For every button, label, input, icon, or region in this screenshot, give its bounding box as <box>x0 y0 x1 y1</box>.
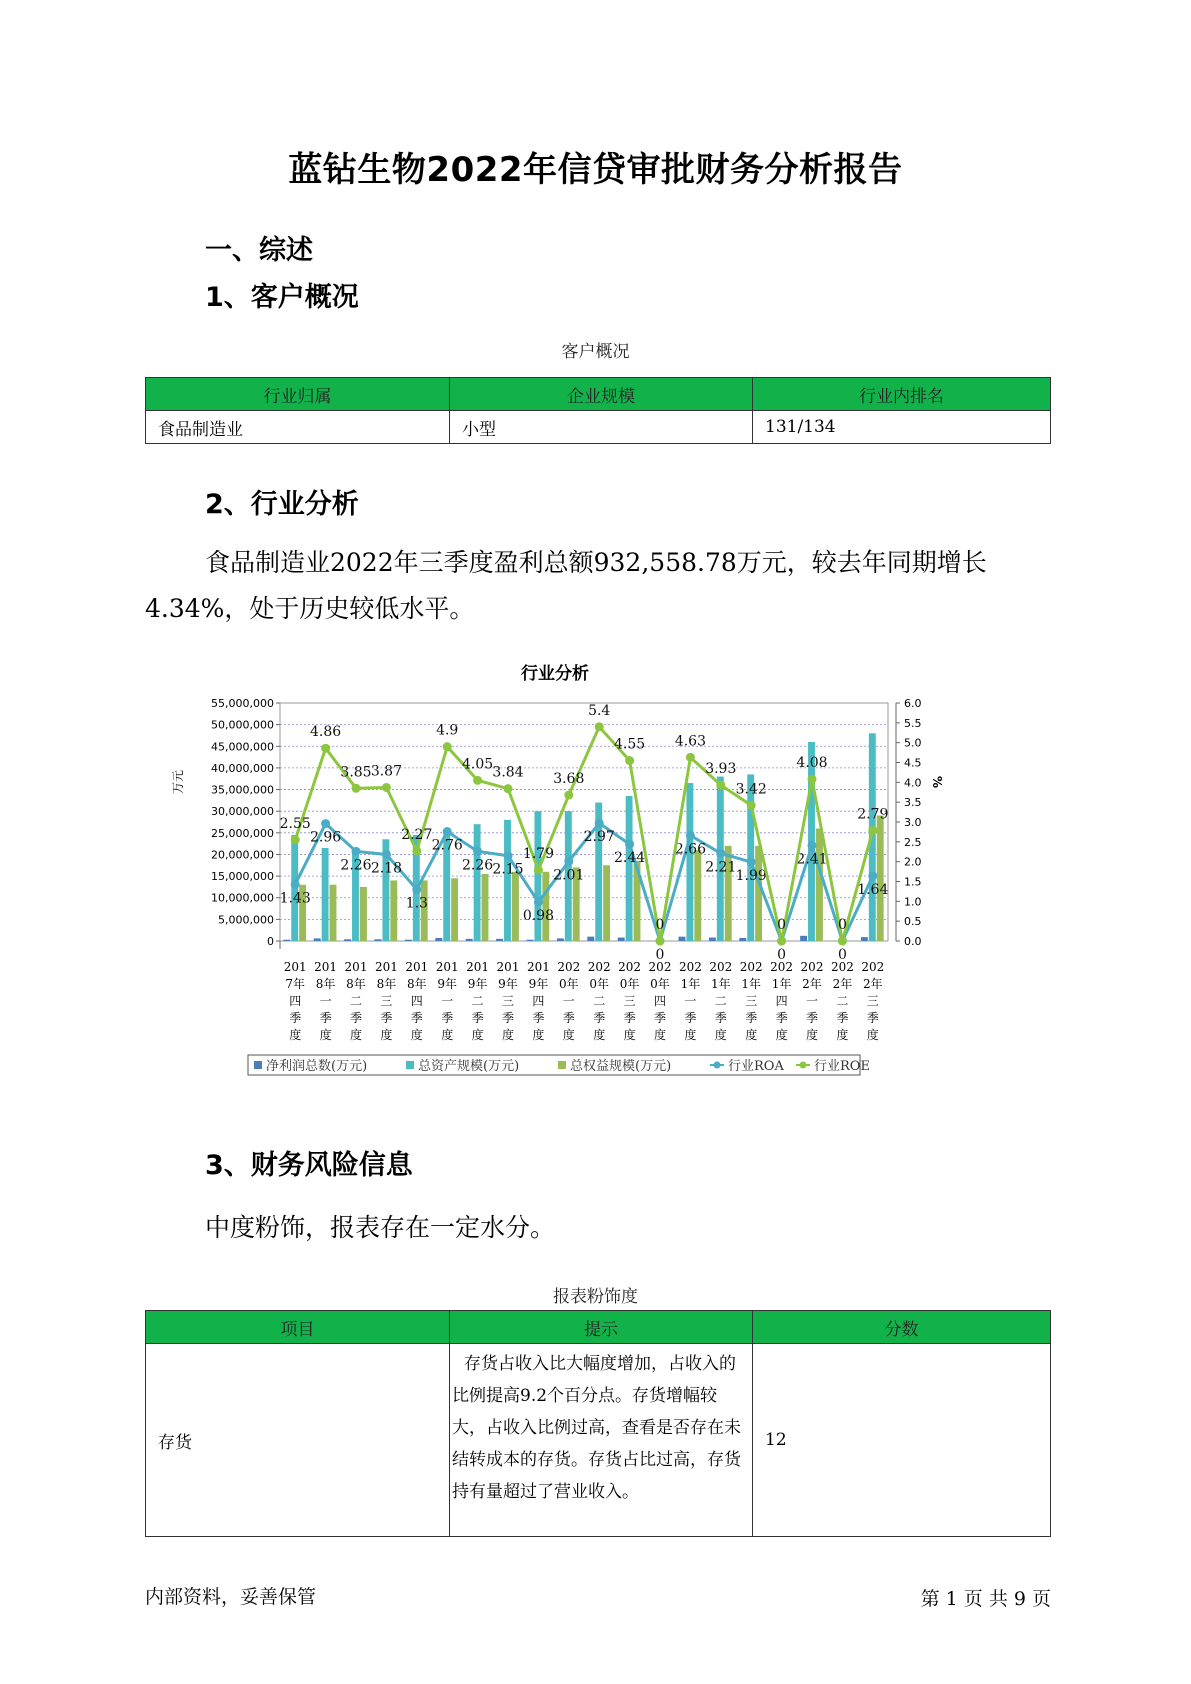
x-tick-label: 二 <box>593 994 606 1008</box>
data-label-roa: 2.96 <box>310 829 342 846</box>
table-header-row <box>146 378 1051 411</box>
data-label-roa: 2.15 <box>492 861 524 878</box>
bar-net-profit <box>283 940 290 941</box>
x-tick-label: 季 <box>775 1011 788 1025</box>
bar-total-equity <box>603 865 610 941</box>
x-tick-label: 9年 <box>498 977 518 991</box>
x-tick-label: 度 <box>441 1028 454 1042</box>
bar-total-assets <box>322 848 329 941</box>
point-roa <box>716 849 725 858</box>
point-roa <box>747 858 756 867</box>
report-title: 蓝钻生物2022年信贷审批财务分析报告 <box>288 150 903 190</box>
legend-swatch-marker <box>800 1062 807 1069</box>
header-hint: 提示 <box>450 1311 753 1344</box>
y-tick-label: 45,000,000 <box>211 740 274 754</box>
point-roe <box>443 742 452 751</box>
x-tick-label: 9年 <box>528 977 549 991</box>
data-label-roe: 1.79 <box>522 845 554 862</box>
x-tick-label: 季 <box>623 1011 636 1025</box>
x-tick-label: 201 <box>314 960 338 974</box>
x-tick-label: 度 <box>805 1028 819 1042</box>
bar-net-profit <box>679 937 686 941</box>
bar-net-profit <box>557 938 564 941</box>
x-tick-label: 201 <box>496 960 520 974</box>
x-tick-label: 季 <box>289 1011 302 1025</box>
bar-total-equity <box>542 872 549 941</box>
x-tick-label: 一 <box>805 994 819 1008</box>
x-tick-label: 季 <box>532 1011 545 1025</box>
y2-tick-label: 3.0 <box>904 816 922 829</box>
y2-tick-label: 0.5 <box>904 915 922 929</box>
x-tick-label: 8年 <box>406 977 427 991</box>
point-roe <box>291 835 300 844</box>
table-caption-whitewash: 报表粉饰度 <box>553 1287 638 1307</box>
section-heading-overview: 一、综述 <box>205 235 313 266</box>
data-label-roa: 2.21 <box>705 859 737 876</box>
point-roa <box>808 841 817 850</box>
point-roe <box>382 783 391 792</box>
x-tick-label: 202 <box>770 960 794 974</box>
x-tick-label: 201 <box>374 960 398 974</box>
subheading-financial-risk: 3、财务风险信息 <box>205 1150 413 1181</box>
data-label-roa: 0 <box>655 947 665 963</box>
data-label-roa: 2.26 <box>462 857 494 874</box>
cell-item: 存货 <box>146 1344 450 1537</box>
point-roe <box>473 776 482 785</box>
x-tick-label: 度 <box>349 1028 363 1042</box>
risk-summary-text: 中度粉饰，报表存在一定水分。 <box>205 1213 556 1242</box>
data-label-roa: 2.44 <box>614 850 646 867</box>
data-label-roa: 1.43 <box>279 890 311 907</box>
y-tick-label: 55,000,000 <box>211 697 274 710</box>
x-tick-label: 度 <box>684 1028 697 1042</box>
point-roa <box>686 831 695 840</box>
x-tick-label: 度 <box>593 1028 606 1042</box>
x-tick-label: 三 <box>623 994 636 1008</box>
x-tick-label: 度 <box>380 1028 393 1042</box>
legend-label: 行业ROE <box>814 1059 870 1074</box>
bar-net-profit <box>618 938 625 941</box>
footer-page-number: 第 1 页 共 9 页 <box>920 1588 1051 1610</box>
y-tick-label: 30,000,000 <box>211 805 274 819</box>
point-roa <box>443 827 452 836</box>
industry-analysis-chart <box>170 655 1030 1107</box>
data-label-roa: 2.76 <box>431 837 463 854</box>
y2-tick-label: 1.0 <box>904 895 922 909</box>
x-tick-label: 202 <box>800 960 824 974</box>
bar-total-equity <box>512 872 519 941</box>
point-roe <box>352 784 361 793</box>
table-header-row <box>146 1311 1051 1344</box>
y-tick-label: 5,000,000 <box>218 913 274 927</box>
bar-total-assets <box>474 824 481 941</box>
bar-total-equity <box>816 828 823 941</box>
x-tick-label: 度 <box>714 1028 727 1042</box>
x-tick-label: 201 <box>283 960 307 974</box>
x-tick-label: 三 <box>745 994 758 1008</box>
x-tick-label: 0年 <box>619 977 640 991</box>
point-roa <box>868 871 877 880</box>
x-tick-label: 202 <box>557 960 581 974</box>
data-label-roa: 0 <box>837 947 847 963</box>
x-tick-label: 202 <box>618 960 642 974</box>
x-tick-label: 9年 <box>437 977 458 991</box>
x-tick-label: 2年 <box>802 977 822 991</box>
legend-label: 总权益规模(万元) <box>570 1059 672 1074</box>
bar-total-assets <box>686 783 693 941</box>
x-tick-label: 季 <box>714 1011 727 1025</box>
subheading-industry-analysis: 2、行业分析 <box>205 489 359 520</box>
data-label-roe: 3.87 <box>370 763 402 780</box>
x-tick-label: 202 <box>709 960 733 974</box>
legend-label: 总资产规模(万元) <box>418 1059 520 1074</box>
x-tick-label: 一 <box>684 994 697 1008</box>
cell-rank: 131/134 <box>753 411 1051 444</box>
bar-total-equity <box>877 816 884 941</box>
x-tick-label: 8年 <box>346 977 366 991</box>
x-tick-label: 度 <box>471 1028 484 1042</box>
data-label-roe: 0 <box>837 917 847 933</box>
data-label-roe: 0 <box>777 917 787 933</box>
point-roe <box>564 791 573 800</box>
x-tick-label: 季 <box>745 1011 758 1025</box>
bar-net-profit <box>375 939 382 941</box>
bar-total-equity <box>694 850 701 941</box>
legend-swatch <box>254 1061 262 1069</box>
point-roa <box>352 847 361 856</box>
x-tick-label: 7年 <box>285 977 306 991</box>
data-label-roa: 2.18 <box>370 860 402 877</box>
x-tick-label: 202 <box>861 960 885 974</box>
point-roa <box>321 819 330 828</box>
x-tick-label: 201 <box>526 960 550 974</box>
legend-label: 行业ROA <box>728 1059 784 1074</box>
x-tick-label: 度 <box>623 1028 636 1042</box>
x-tick-label: 1年 <box>680 977 701 991</box>
subheading-customer-overview: 1、客户概况 <box>205 282 359 313</box>
x-tick-label: 一 <box>562 994 575 1008</box>
bar-total-equity <box>482 874 489 941</box>
header-item: 项目 <box>146 1311 450 1344</box>
point-roa <box>504 851 513 860</box>
bar-net-profit <box>496 939 503 941</box>
cell-industry: 食品制造业 <box>146 411 450 444</box>
x-tick-label: 201 <box>405 960 429 974</box>
x-tick-label: 四 <box>410 994 423 1008</box>
x-tick-label: 季 <box>866 1011 879 1025</box>
point-roa <box>534 898 543 907</box>
bar-net-profit <box>709 938 716 941</box>
data-label-roe: 4.08 <box>796 755 828 772</box>
point-roe <box>595 722 604 731</box>
point-roe <box>625 756 634 765</box>
header-rank: 行业内排名 <box>753 378 1051 411</box>
x-tick-label: 季 <box>349 1011 363 1025</box>
bar-total-equity <box>390 880 397 941</box>
y-tick-label: 35,000,000 <box>211 783 274 797</box>
y2-tick-label: 5.0 <box>904 736 922 750</box>
x-tick-label: 季 <box>653 1011 667 1025</box>
x-tick-label: 202 <box>739 960 763 974</box>
legend-swatch-marker <box>714 1062 721 1069</box>
x-tick-label: 季 <box>380 1011 393 1025</box>
data-label-roa: 2.01 <box>553 867 585 884</box>
table-caption-customer: 客户概况 <box>561 342 630 362</box>
x-tick-label: 二 <box>714 994 727 1008</box>
industry-analysis-paragraph: 食品制造业2022年三季度盈利总额932,558.78万元，较去年同期增长4.34%，处于历史较低水平。 <box>145 548 987 623</box>
y2-tick-label: 4.5 <box>904 756 922 770</box>
x-tick-label: 202 <box>648 960 672 974</box>
bar-net-profit <box>861 937 868 941</box>
point-roa <box>625 840 634 849</box>
bar-net-profit <box>466 939 473 941</box>
data-label-roa: 2.66 <box>674 841 706 858</box>
point-roe <box>716 781 725 790</box>
data-label-roe: 2.27 <box>401 826 433 843</box>
x-tick-label: 度 <box>866 1028 879 1042</box>
data-label-roa: 0 <box>777 947 787 963</box>
legend-swatch <box>558 1061 566 1069</box>
x-tick-label: 季 <box>319 1011 332 1025</box>
y-tick-label: 0 <box>267 935 274 948</box>
chart-title: 行业分析 <box>521 664 589 684</box>
x-tick-label: 1年 <box>741 977 762 991</box>
data-label-roe: 4.9 <box>436 722 459 739</box>
x-tick-label: 三 <box>380 994 393 1008</box>
x-tick-label: 四 <box>653 994 667 1008</box>
x-tick-label: 季 <box>562 1011 575 1025</box>
header-scale: 企业规模 <box>450 378 753 411</box>
customer-overview-table <box>145 377 1051 444</box>
x-tick-label: 季 <box>471 1011 484 1025</box>
bar-net-profit <box>435 938 442 941</box>
x-tick-label: 2年 <box>862 977 883 991</box>
x-tick-label: 度 <box>775 1028 788 1042</box>
data-label-roe: 4.55 <box>614 736 646 753</box>
x-tick-label: 1年 <box>771 977 792 991</box>
point-roe <box>686 753 695 762</box>
y-tick-label: 40,000,000 <box>211 761 274 775</box>
data-label-roe: 3.68 <box>553 771 585 788</box>
data-label-roe: 4.86 <box>310 724 342 741</box>
y2-tick-label: 1.5 <box>904 875 922 889</box>
x-tick-label: 三 <box>866 994 879 1008</box>
y2-tick-label: 3.5 <box>904 796 922 810</box>
y-tick-label: 50,000,000 <box>211 718 274 732</box>
y2-tick-label: 4.0 <box>904 776 922 790</box>
bar-total-equity <box>451 878 458 941</box>
y2-tick-label: 2.5 <box>904 835 922 849</box>
y-tick-label: 25,000,000 <box>211 826 274 840</box>
x-tick-label: 度 <box>410 1028 423 1042</box>
data-label-roe: 3.42 <box>735 781 767 798</box>
y-axis-label: 万元 <box>171 769 185 795</box>
data-label-roe: 5.4 <box>588 702 611 719</box>
data-label-roa: 1.99 <box>735 868 767 885</box>
data-label-roe: 3.93 <box>705 761 737 778</box>
x-tick-label: 二 <box>349 994 363 1008</box>
x-tick-label: 度 <box>562 1028 575 1042</box>
x-tick-label: 202 <box>830 960 854 974</box>
data-label-roe: 2.55 <box>279 815 311 832</box>
data-label-roa: 2.41 <box>796 851 828 868</box>
y2-tick-label: 5.5 <box>904 716 922 730</box>
x-tick-label: 8年 <box>376 977 397 991</box>
point-roe <box>838 937 847 946</box>
bar-total-equity <box>360 887 367 941</box>
bar-total-assets <box>626 796 633 941</box>
bar-total-equity <box>755 846 762 941</box>
x-tick-label: 201 <box>466 960 490 974</box>
data-label-roe: 4.05 <box>462 756 494 773</box>
x-tick-label: 8年 <box>315 977 336 991</box>
x-tick-label: 四 <box>289 994 302 1008</box>
y2-tick-label: 6.0 <box>904 697 922 710</box>
x-tick-label: 0年 <box>558 977 579 991</box>
y2-tick-label: 0.0 <box>904 935 922 948</box>
bar-net-profit <box>314 938 321 941</box>
whitewash-table <box>145 1310 1051 1537</box>
point-roa <box>382 850 391 859</box>
data-label-roa: 0.98 <box>522 908 554 925</box>
x-tick-label: 度 <box>653 1028 667 1042</box>
legend-label: 净利润总数(万元) <box>266 1059 368 1074</box>
bar-net-profit <box>800 936 807 941</box>
cell-scale: 小型 <box>450 411 753 444</box>
x-tick-label: 季 <box>410 1011 423 1025</box>
header-industry: 行业归属 <box>146 378 450 411</box>
x-tick-label: 度 <box>501 1028 515 1042</box>
point-roa <box>564 857 573 866</box>
x-tick-label: 202 <box>587 960 611 974</box>
point-roa <box>473 847 482 856</box>
data-label-roa: 2.26 <box>340 857 372 874</box>
point-roe <box>868 826 877 835</box>
point-roe <box>534 865 543 874</box>
bar-total-equity <box>330 885 337 941</box>
x-tick-label: 季 <box>593 1011 606 1025</box>
x-tick-label: 二 <box>836 994 849 1008</box>
x-tick-label: 9年 <box>467 977 488 991</box>
point-roe <box>412 846 421 855</box>
data-label-roa: 2.97 <box>583 829 615 846</box>
data-label-roa: 1.3 <box>405 895 428 912</box>
header-score: 分数 <box>753 1311 1051 1344</box>
legend-swatch <box>406 1061 414 1069</box>
x-tick-label: 度 <box>532 1028 545 1042</box>
bar-net-profit <box>739 938 746 941</box>
data-label-roe: 0 <box>655 917 665 933</box>
point-roe <box>747 801 756 810</box>
x-tick-label: 四 <box>775 994 788 1008</box>
table-row <box>146 411 1051 444</box>
x-tick-label: 度 <box>836 1028 849 1042</box>
bar-total-assets <box>504 820 511 941</box>
x-tick-label: 202 <box>678 960 702 974</box>
x-tick-label: 季 <box>684 1011 697 1025</box>
x-tick-label: 度 <box>319 1028 332 1042</box>
y2-tick-label: 2.0 <box>904 855 922 869</box>
footer-confidential-note: 内部资料，妥善保管 <box>145 1586 317 1608</box>
x-tick-label: 1年 <box>710 977 731 991</box>
x-tick-label: 0年 <box>589 977 610 991</box>
point-roa <box>595 819 604 828</box>
cell-hint: 存货占收入比大幅度增加，占收入的比例提高9.2个百分点。存货增幅较大，占收入比例过高，查看是否存在未结转成本的存货。存货占比过高，存货持有量超过了营业收入。 <box>450 1344 753 1537</box>
point-roa <box>291 880 300 889</box>
x-tick-label: 三 <box>501 994 515 1008</box>
x-tick-label: 度 <box>289 1028 302 1042</box>
x-tick-label: 季 <box>805 1011 819 1025</box>
data-label-roe: 3.84 <box>492 764 524 781</box>
y-tick-label: 20,000,000 <box>211 848 274 862</box>
bar-net-profit <box>405 940 412 941</box>
point-roe <box>656 937 665 946</box>
y2-axis-label: % <box>930 775 944 789</box>
x-tick-label: 季 <box>836 1011 849 1025</box>
point-roe <box>321 744 330 753</box>
x-tick-label: 季 <box>501 1011 515 1025</box>
plot-area <box>280 703 888 941</box>
point-roa <box>412 885 421 894</box>
x-tick-label: 一 <box>319 994 332 1008</box>
bar-net-profit <box>527 940 534 941</box>
data-label-roe: 2.79 <box>857 806 889 823</box>
x-tick-label: 0年 <box>650 977 670 991</box>
x-tick-label: 度 <box>745 1028 758 1042</box>
y-tick-label: 15,000,000 <box>211 870 274 884</box>
cell-score: 12 <box>753 1344 1051 1537</box>
bar-net-profit <box>344 939 351 941</box>
bar-net-profit <box>587 937 594 941</box>
x-tick-label: 季 <box>441 1011 454 1025</box>
x-tick-label: 2年 <box>832 977 853 991</box>
data-label-roa: 1.64 <box>857 881 889 898</box>
table-row <box>146 1344 1051 1537</box>
point-roe <box>808 775 817 784</box>
x-tick-label: 一 <box>441 994 454 1008</box>
y-tick-label: 10,000,000 <box>211 891 274 905</box>
point-roe <box>504 784 513 793</box>
x-tick-label: 四 <box>532 994 545 1008</box>
x-tick-label: 201 <box>344 960 368 974</box>
data-label-roe: 4.63 <box>674 733 706 750</box>
data-label-roe: 3.85 <box>340 764 372 781</box>
point-roe <box>777 937 786 946</box>
x-tick-label: 201 <box>435 960 459 974</box>
x-tick-label: 二 <box>471 994 484 1008</box>
